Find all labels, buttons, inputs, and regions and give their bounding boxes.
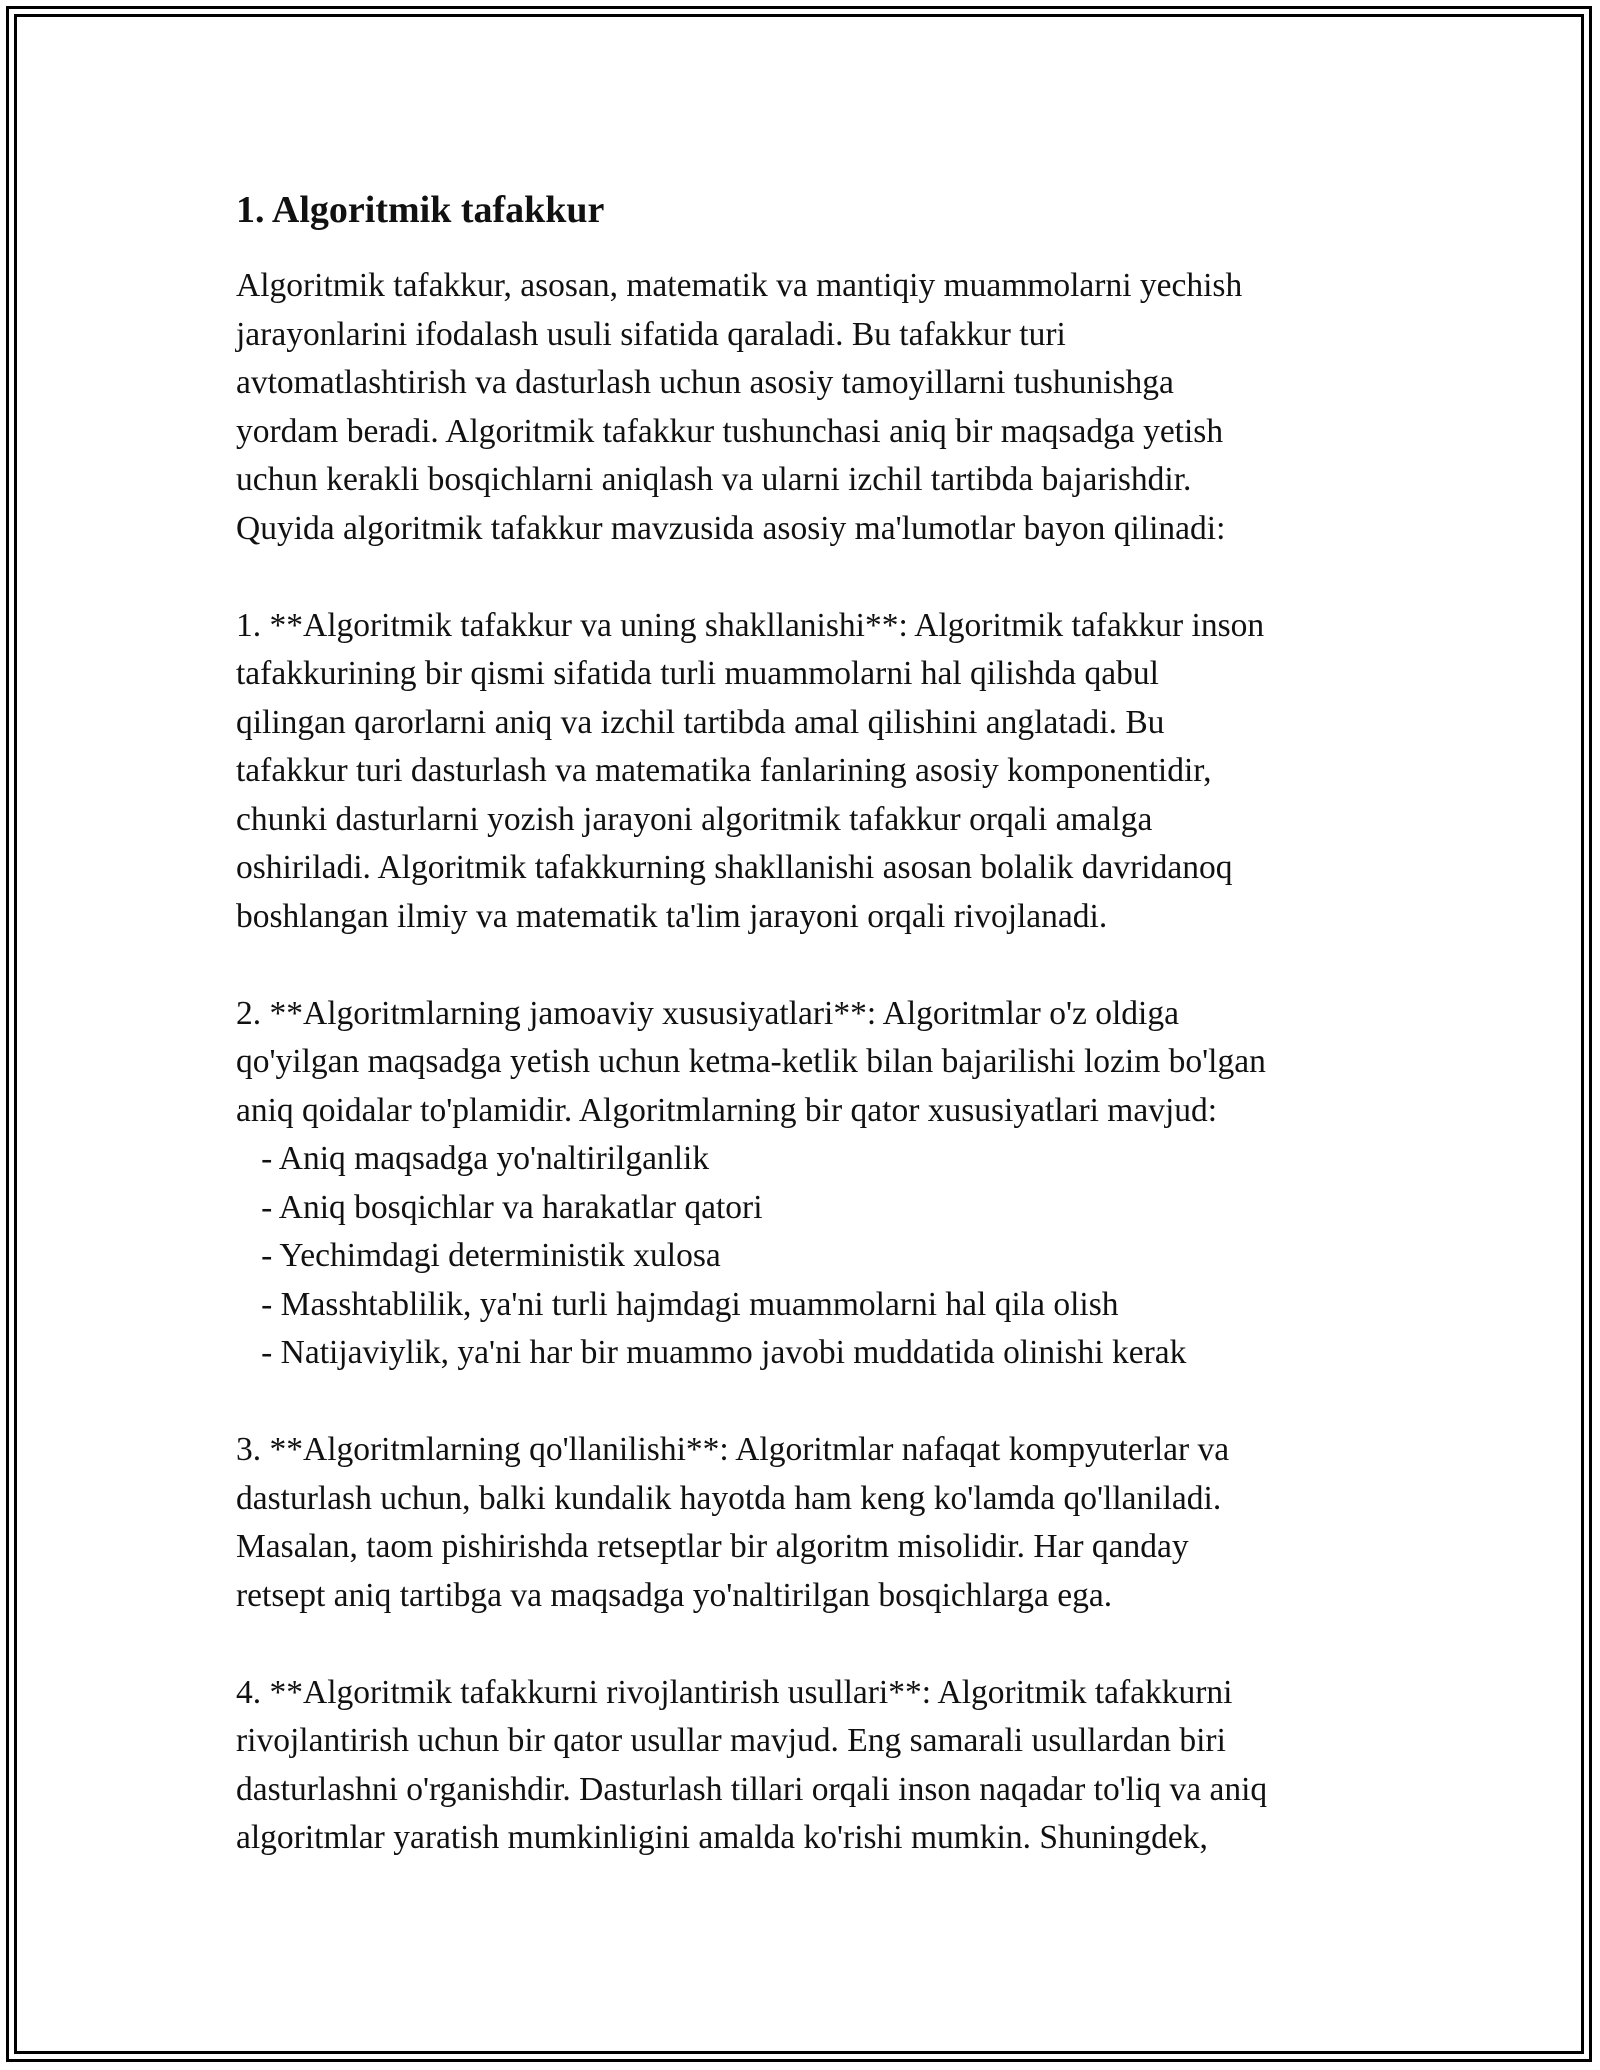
paragraph-intro — [236, 262, 1376, 553]
document-body — [236, 186, 1376, 1911]
paragraph-section-3 — [236, 1426, 1376, 1620]
text-line: aniq qoidalar to'plamidir. Algoritmlarning bir qator xususiyatlari mavjud: — [236, 1091, 1218, 1129]
list-item: - Natijaviylik, ya'ni har bir muammo javobi muddatida olinishi kerak — [236, 1334, 1187, 1371]
list-item: - Yechimdagi deterministik xulosa — [236, 1237, 721, 1274]
text-line: qo'yilgan maqsadga yetish uchun ketma-ketlik bilan bajarilishi lozim bo'lgan — [236, 1043, 1266, 1080]
text-line: dasturlashni o'rganishdir. Dasturlash tillari orqali inson naqadar to'liq va aniq — [236, 1770, 1268, 1808]
text-line: tafakkurining bir qismi sifatida turli muammolarni hal qilishda qabul — [236, 655, 1159, 692]
text-line: qilingan qarorlarni aniq va izchil tartibda amal qilishini anglatadi. Bu — [236, 703, 1165, 741]
paragraph-section-1 — [236, 602, 1376, 942]
text-line: Quyida algoritmik tafakkur mavzusida asosiy ma'lumotlar bayon qilinadi: — [236, 509, 1226, 547]
page-title: 1. Algoritmik tafakkur — [236, 189, 605, 231]
text-line: Masalan, taom pishirishda retseptlar bir algoritm misolidir. Har qanday — [236, 1528, 1189, 1565]
list-item: - Masshtablilik, ya'ni turli hajmdagi muammolarni hal qila olish — [236, 1285, 1119, 1323]
text-line: boshlangan ilmiy va matematik ta'lim jarayoni orqali rivojlanadi. — [236, 897, 1108, 935]
text-line: avtomatlashtirish va dasturlash uchun asosiy tamoyillarni tushunishga — [236, 364, 1174, 401]
paragraph-section-4 — [236, 1669, 1376, 1863]
text-line: dasturlash uchun, balki kundalik hayotda ham keng ko'lamda qo'llaniladi. — [236, 1479, 1222, 1517]
text-line: Algoritmik tafakkur, asosan, matematik va mantiqiy muammolarni yechish — [236, 267, 1243, 304]
text-line: oshiriladi. Algoritmik tafakkurning shakllanishi asosan bolalik davridanoq — [236, 849, 1233, 886]
text-line: 1. **Algoritmik tafakkur va uning shakllanishi**: Algoritmik tafakkur inson — [236, 606, 1265, 644]
text-line: algoritmlar yaratish mumkinligini amalda ko'rishi mumkin. Shuningdek, — [236, 1819, 1208, 1856]
text-line: rivojlantirish uchun bir qator usullar mavjud. Eng samarali usullardan biri — [236, 1722, 1226, 1759]
text-line: 3. **Algoritmlarning qo'llanilishi**: Algoritmlar nafaqat kompyuterlar va — [236, 1431, 1230, 1468]
list-item: - Aniq maqsadga yo'naltirilganlik — [236, 1140, 710, 1177]
list-item: - Aniq bosqichlar va harakatlar qatori — [236, 1188, 763, 1226]
text-line: 2. **Algoritmlarning jamoaviy xususiyatlari**: Algoritmlar o'z oldiga — [236, 994, 1179, 1032]
text-line: 4. **Algoritmik tafakkurni rivojlantirish usullari**: Algoritmik tafakkurni — [236, 1673, 1233, 1711]
text-line: tafakkur turi dasturlash va matematika fanlarining asosiy komponentidir, — [236, 752, 1212, 789]
text-line: uchun kerakli bosqichlarni aniqlash va ularni izchil tartibda bajarishdir. — [236, 461, 1192, 498]
text-line: chunki dasturlarni yozish jarayoni algoritmik tafakkur orqali amalga — [236, 800, 1153, 838]
text-line: jarayonlarini ifodalash usuli sifatida qaraladi. Bu tafakkur turi — [236, 315, 1066, 353]
paragraph-section-2 — [236, 990, 1376, 1378]
text-line: retsept aniq tartibga va maqsadga yo'naltirilgan bosqichlarga ega. — [236, 1576, 1113, 1614]
text-line: yordam beradi. Algoritmik tafakkur tushunchasi aniq bir maqsadga yetish — [236, 412, 1224, 450]
